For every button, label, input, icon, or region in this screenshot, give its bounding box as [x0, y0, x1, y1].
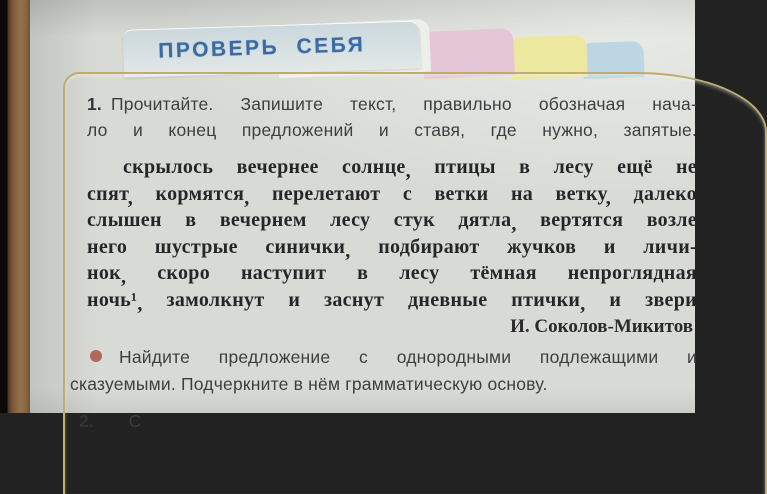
task1-number: 1.	[87, 94, 102, 114]
next-task-clipped	[79, 411, 697, 432]
task1-instruction-text: Прочитайте. Запишите текст, правильно обозначая нача-	[111, 94, 697, 114]
exercise-box	[63, 72, 767, 494]
bullet-dot-icon	[90, 350, 102, 362]
task1-instruction-line: ло и конец предложений и ставя, где нужно, запятые.	[87, 120, 697, 140]
dictation-passage	[87, 154, 697, 340]
section-tab-check-yourself	[123, 20, 421, 77]
next-task-number: 2.	[79, 411, 94, 431]
task1-instruction	[87, 91, 697, 143]
task1-instruction-line	[87, 91, 697, 117]
book-edge-strip	[0, 0, 30, 413]
subtask-line: сказуемыми. Подчеркните в нём грамматическую основу.	[70, 374, 548, 394]
passage-line: спят, кормятся, перелетают с ветки на ветку, далеко	[87, 182, 697, 209]
page-background	[30, 0, 697, 431]
next-task-partial-text: С	[128, 411, 142, 431]
passage-author: И. Соколов-Микитов	[510, 316, 693, 337]
exercise-content	[70, 91, 697, 432]
passage-line: слышен в вечернем лесу стук дятла, вертятся возле	[87, 209, 697, 236]
subtask-text: Найдите предложение с однородными подлежащими и	[119, 347, 697, 367]
section-tab-label: ПРОВЕРЬ СЕБЯ	[157, 33, 366, 63]
passage-line: ночь¹, замолкнут и заснут дневные птички, и звери	[87, 288, 697, 315]
subtask-line	[70, 344, 697, 371]
passage-line: нок, скоро наступит в лесу тёмная непроглядная	[87, 262, 697, 289]
passage-line: него шустрые синички, подбирают жучков и личи-	[87, 235, 697, 262]
subtask	[70, 344, 697, 398]
passage-line: скрылось вечернее солнце, птицы в лесу ещё не	[123, 156, 697, 183]
